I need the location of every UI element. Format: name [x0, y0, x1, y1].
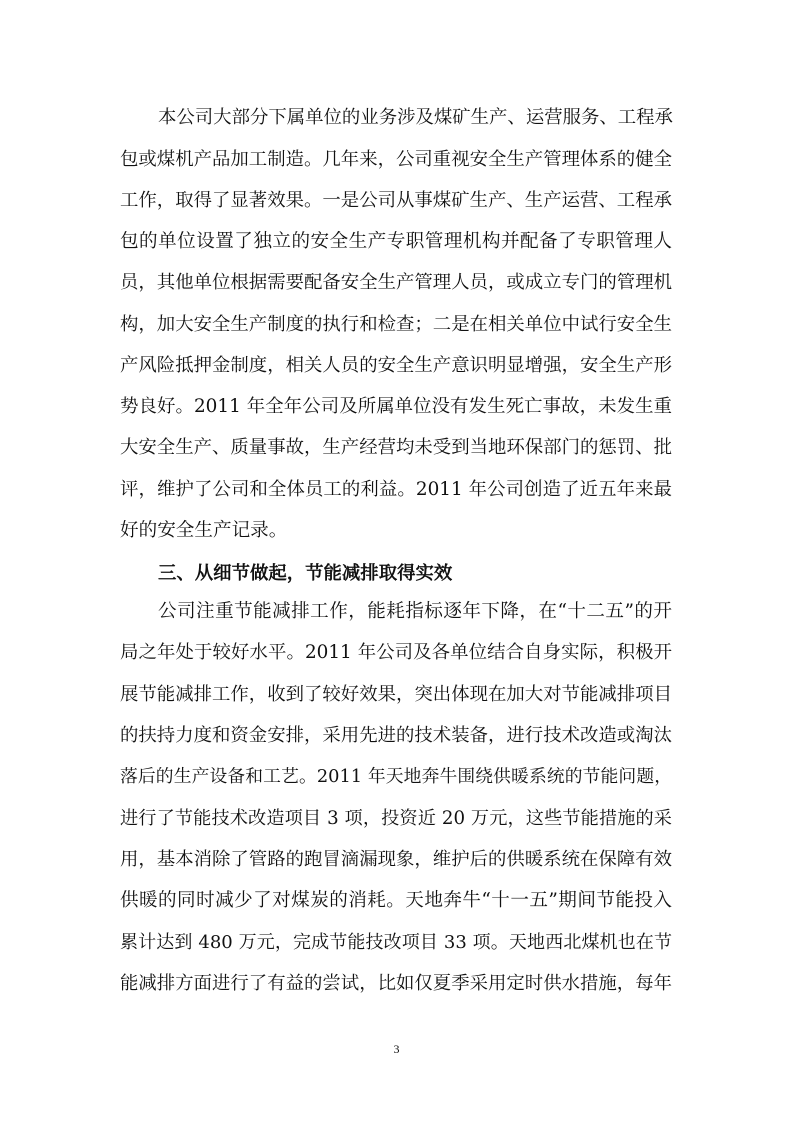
paragraph-1-line-5: 员，其他单位根据需要配备安全生产管理人员，或成立专门的管理机	[120, 272, 672, 293]
paragraph-2-line-8: 供暖的同时减少了对煤炭的消耗。天地奔牛“十一五”期间节能投入	[120, 890, 672, 911]
paragraph-2-line-1: 公司注重节能减排工作，能耗指标逐年下降，在“十二五”的开	[158, 601, 672, 622]
paragraph-1-line-4: 包的单位设置了独立的安全生产专职管理机构并配备了专职管理人	[120, 231, 672, 252]
paragraph-1-line-10: 评，维护了公司和全体员工的利益。2011 年公司创造了近五年来最	[120, 479, 672, 500]
paragraph-2-line-4: 的扶持力度和资金安排，采用先进的技术装备，进行技术改造或淘汰	[120, 725, 672, 746]
paragraph-1-line-6: 构，加大安全生产制度的执行和检查；二是在相关单位中试行安全生	[120, 314, 672, 335]
paragraph-1-line-2: 包或煤机产品加工制造。几年来，公司重视安全生产管理体系的健全	[120, 149, 672, 170]
section-heading: 三、从细节做起，节能减排取得实效	[158, 563, 453, 584]
paragraph-1-line-3: 工作，取得了显著效果。一是公司从事煤矿生产、生产运营、工程承	[120, 190, 672, 211]
paragraph-2-line-10: 能减排方面进行了有益的尝试，比如仅夏季采用定时供水措施，每年	[120, 973, 672, 994]
paragraph-1-line-7: 产风险抵押金制度，相关人员的安全生产意识明显增强，安全生产形	[120, 355, 672, 376]
paragraph-1-line-9: 大安全生产、质量事故，生产经营均未受到当地环保部门的惩罚、批	[120, 437, 672, 458]
page-number: 3	[393, 1042, 400, 1056]
paragraph-2-line-3: 展节能减排工作，收到了较好效果，突出体现在加大对节能减排项目	[120, 684, 672, 705]
paragraph-1-line-1: 本公司大部分下属单位的业务涉及煤矿生产、运营服务、工程承	[158, 107, 673, 128]
paragraph-2-line-9: 累计达到 480 万元，完成节能技改项目 33 项。天地西北煤机也在节	[120, 932, 672, 953]
paragraph-1-line-11: 好的安全生产记录。	[120, 520, 288, 541]
paragraph-2-line-6: 进行了节能技术改造项目 3 项，投资近 20 万元，这些节能措施的采	[120, 808, 672, 829]
paragraph-2-line-2: 局之年处于较好水平。2011 年公司及各单位结合自身实际，积极开	[120, 642, 672, 663]
paragraph-2-line-5: 落后的生产设备和工艺。2011 年天地奔牛围绕供暖系统的节能问题，	[120, 766, 672, 787]
paragraph-1-line-8: 势良好。2011 年全年公司及所属单位没有发生死亡事故，未发生重	[120, 396, 672, 417]
paragraph-2-line-7: 用，基本消除了管路的跑冒滴漏现象，维护后的供暖系统在保障有效	[120, 849, 672, 870]
